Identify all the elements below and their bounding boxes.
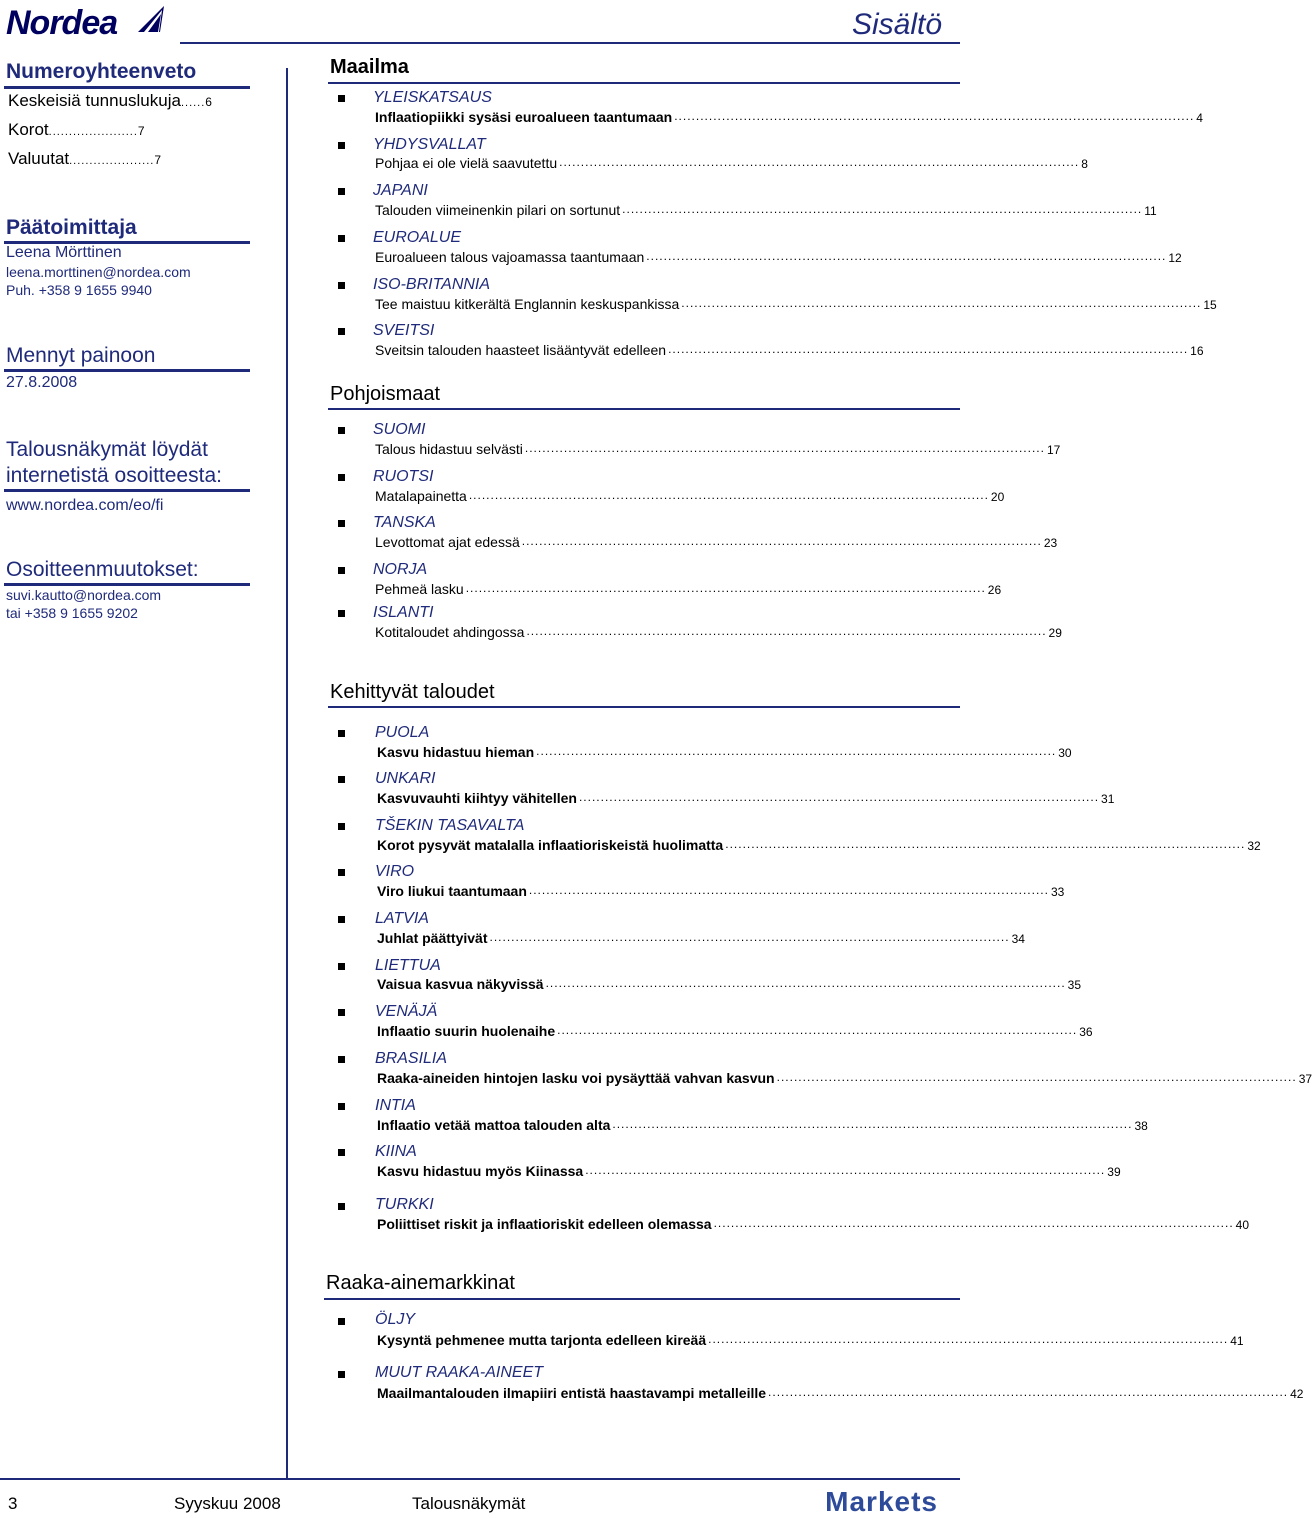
editor-name: Leena Mörttinen: [6, 244, 122, 261]
toc-country: LATVIA: [375, 910, 429, 927]
bullet-icon: [338, 869, 345, 876]
toc-entry-title: Talouden viimeinenkin pilari on sortunut: [375, 202, 621, 218]
toc-country: SVEITSI: [373, 322, 435, 339]
toc-country: INTIA: [375, 1097, 416, 1114]
toc-country: ÖLJY: [375, 1311, 416, 1328]
summary-item-label: Keskeisiä tunnuslukuja: [8, 91, 181, 110]
toc-entry-title: Matalapainetta: [375, 488, 467, 504]
bullet-icon: [338, 1318, 345, 1325]
toc-entry[interactable]: Pehmeä lasku ........................................................................................................................ 26: [375, 581, 1002, 597]
web-title-line2: internetistä osoitteesta:: [6, 464, 222, 487]
toc-entry-title: Inflaatiopiikki sysäsi euroalueen taantumaan: [375, 109, 673, 125]
bullet-icon: [338, 282, 345, 289]
toc-country: MUUT RAAKA-AINEET: [375, 1364, 544, 1381]
web-url[interactable]: www.nordea.com/eo/fi: [6, 497, 164, 514]
page-number: 3: [8, 1494, 18, 1513]
bullet-icon: [338, 730, 345, 737]
toc-country: RUOTSI: [373, 468, 434, 485]
toc-entry-page: 23: [1043, 536, 1058, 550]
toc-entry[interactable]: Raaka-aineiden hintojen lasku voi pysäyttää vahvan kasvun ........................................................................................................................ 37: [377, 1070, 1312, 1086]
toc-entry-title: Euroalueen talous vajoamassa taantumaan: [375, 249, 645, 265]
nordea-logo-text: Nordea: [6, 4, 118, 42]
summary-rule: [4, 86, 250, 89]
toc-entry-title: Raaka-aineiden hintojen lasku voi pysäyttää vahvan kasvun: [377, 1070, 775, 1086]
bullet-icon: [338, 142, 345, 149]
section-title-pohjoismaat: Pohjoismaat: [330, 383, 441, 405]
toc-entry-page: 37: [1298, 1072, 1312, 1086]
footer-rule: [0, 1478, 960, 1480]
toc-entry-page: 15: [1203, 298, 1217, 312]
page-title: Sisältö: [851, 8, 942, 41]
summary-item-page: 6: [205, 95, 212, 109]
toc-entry-page: 42: [1290, 1387, 1304, 1401]
print-title: Mennyt painoon: [6, 344, 156, 367]
toc-country: LIETTUA: [375, 957, 441, 974]
summary-item[interactable]: [8, 120, 145, 140]
toc-entry-title: Kysyntä pehmenee mutta tarjonta edelleen kireää: [377, 1332, 707, 1348]
toc-entry-title: Inflaatio suurin huolenaihe: [377, 1023, 556, 1039]
bullet-icon: [338, 520, 345, 527]
markets-logo: Markets: [825, 1486, 938, 1517]
toc-country: UNKARI: [375, 770, 436, 787]
toc-entry[interactable]: Pohjaa ei ole vielä saavutettu ........................................................................................................................ 8: [375, 155, 1088, 171]
toc-entry-title: Inflaatio vetää mattoa talouden alta: [377, 1117, 611, 1133]
toc-entry-page: 17: [1046, 443, 1061, 457]
summary-item-dots: ......................: [48, 126, 138, 138]
bullet-icon: [338, 567, 345, 574]
bullet-icon: [338, 776, 345, 783]
bullet-icon: [338, 916, 345, 923]
bullet-icon: [338, 1103, 345, 1110]
toc-entry-page: 31: [1101, 792, 1115, 806]
toc-country: PUOLA: [375, 724, 430, 741]
toc-entry-page: 30: [1058, 746, 1072, 760]
toc-entry[interactable]: Kasvu hidastuu myös Kiinassa ........................................................................................................................ 39: [377, 1163, 1121, 1179]
summary-item-page: 7: [154, 153, 161, 167]
toc-entry-title: Poliittiset riskit ja inflaatioriskit edelleen olemassa: [377, 1216, 712, 1232]
section-rule: [328, 408, 960, 410]
toc-entry-title: Kasvu hidastuu hieman: [377, 744, 535, 760]
address-phone: tai +358 9 1655 9202: [6, 605, 138, 621]
sail-icon: [134, 2, 168, 36]
summary-item-label: Valuutat: [8, 149, 70, 168]
toc-entry-page: 20: [990, 490, 1005, 504]
toc-entry[interactable]: Talous hidastuu selvästi ........................................................................................................................ 17: [375, 441, 1061, 457]
toc-entry[interactable]: Matalapainetta ........................................................................................................................ 20: [375, 488, 1005, 504]
web-rule: [4, 489, 250, 492]
toc-entry-page: 40: [1235, 1218, 1250, 1232]
toc-entry[interactable]: Kasvu hidastuu hieman ........................................................................................................................ 30: [377, 744, 1072, 760]
toc-entry-title: Kasvuvauhti kiihtyy vähitellen: [377, 790, 577, 806]
toc-entry[interactable]: Levottomat ajat edessä ........................................................................................................................ 23: [375, 534, 1058, 550]
bullet-icon: [338, 963, 345, 970]
toc-entry-title: Korot pysyvät matalalla inflaatioriskeistä huolimatta: [377, 837, 724, 853]
toc-entry[interactable]: Inflaatio vetää mattoa talouden alta ........................................................................................................................ 38: [377, 1117, 1148, 1133]
toc-country: TANSKA: [373, 514, 436, 531]
toc-entry-page: 41: [1230, 1334, 1244, 1348]
toc-entry-title: Sveitsin talouden haasteet lisääntyvät edelleen: [375, 342, 667, 358]
toc-country: SUOMI: [373, 421, 426, 438]
toc-country: ISO-BRITANNIA: [373, 276, 491, 293]
bullet-icon: [338, 610, 345, 617]
address-title: Osoitteenmuutokset:: [6, 558, 199, 581]
toc-entry-page: 29: [1048, 626, 1062, 640]
toc-entry-title: Kasvu hidastuu myös Kiinassa: [377, 1163, 584, 1179]
toc-entry[interactable]: Viro liukui taantumaan ........................................................................................................................ 33: [377, 883, 1065, 899]
toc-entry-page: 4: [1196, 111, 1203, 125]
toc-entry[interactable]: Euroalueen talous vajoamassa taantumaan ........................................................................................................................ 12: [375, 249, 1182, 265]
toc-entry-title: Pehmeä lasku: [375, 581, 464, 597]
toc-entry[interactable]: Maailmantalouden ilmapiiri entistä haastavampi metalleille ........................................................................................................................ 42: [377, 1385, 1304, 1401]
toc-entry[interactable]: Tee maistuu kitkerältä Englannin keskuspankissa ........................................................................................................................ 15: [375, 296, 1217, 312]
toc-entry[interactable]: Inflaatio suurin huolenaihe ........................................................................................................................ 36: [377, 1023, 1093, 1039]
toc-entry-title: Levottomat ajat edessä: [375, 534, 520, 550]
address-rule: [4, 583, 250, 586]
toc-entry[interactable]: Sveitsin talouden haasteet lisääntyvät edelleen ........................................................................................................................ 16: [375, 342, 1204, 358]
toc-country: TŠEKIN TASAVALTA: [375, 817, 525, 834]
bullet-icon: [338, 1149, 345, 1156]
bullet-icon: [338, 188, 345, 195]
editor-phone: Puh. +358 9 1655 9940: [6, 282, 152, 298]
toc-entry-title: Vaisua kasvua näkyvissä: [377, 976, 544, 992]
column-divider: [286, 68, 288, 1478]
bullet-icon: [338, 328, 345, 335]
toc-entry-page: 8: [1081, 157, 1088, 171]
toc-country: TURKKI: [375, 1196, 434, 1213]
toc-country: JAPANI: [373, 182, 428, 199]
toc-entry-page: 12: [1168, 251, 1182, 265]
bullet-icon: [338, 95, 345, 102]
section-title-raaka: Raaka-ainemarkkinat: [326, 1272, 515, 1294]
toc-entry[interactable]: Kotitaloudet ahdingossa ........................................................................................................................ 29: [375, 624, 1062, 640]
toc-country: EUROALUE: [373, 229, 462, 246]
bullet-icon: [338, 1056, 345, 1063]
nordea-logo: [6, 2, 166, 42]
toc-country: KIINA: [375, 1143, 417, 1160]
footer-publication: Talousnäkymät: [412, 1494, 526, 1513]
bullet-icon: [338, 235, 345, 242]
toc-entry-title: Talous hidastuu selvästi: [375, 441, 523, 457]
toc-entry-title: Kotitaloudet ahdingossa: [375, 624, 525, 640]
summary-item[interactable]: [8, 149, 161, 169]
toc-entry-title: Viro liukui taantumaan: [377, 883, 527, 899]
toc-entry-page: 36: [1079, 1025, 1093, 1039]
print-rule: [4, 369, 250, 372]
toc-entry-title: Pohjaa ei ole vielä saavutettu: [375, 155, 558, 171]
toc-country: YHDYSVALLAT: [373, 136, 486, 153]
toc-entry-page: 39: [1107, 1165, 1121, 1179]
editor-email[interactable]: leena.morttinen@nordea.com: [6, 264, 191, 280]
section-rule: [328, 82, 960, 84]
toc-entry-title: Maailmantalouden ilmapiiri entistä haastavampi metalleille: [377, 1385, 767, 1401]
toc-entry-page: 38: [1134, 1119, 1148, 1133]
summary-item[interactable]: [8, 91, 212, 111]
editor-title: Päätoimittaja: [6, 216, 137, 239]
bullet-icon: [338, 1371, 345, 1378]
section-title-maailma: Maailma: [330, 56, 409, 78]
print-date: 27.8.2008: [6, 374, 78, 391]
toc-entry-page: 34: [1011, 932, 1025, 946]
toc-entry[interactable]: Talouden viimeinenkin pilari on sortunut ........................................................................................................................ 11: [375, 202, 1157, 218]
bullet-icon: [338, 1203, 345, 1210]
toc-entry[interactable]: Kasvuvauhti kiihtyy vähitellen ........................................................................................................................ 31: [377, 790, 1115, 806]
toc-entry-page: 35: [1067, 978, 1082, 992]
bullet-icon: [338, 474, 345, 481]
toc-entry-page: 11: [1144, 204, 1157, 218]
section-rule: [328, 706, 960, 708]
web-title-line1: Talousnäkymät löydät: [6, 438, 208, 461]
toc-entry-page: 33: [1050, 885, 1065, 899]
toc-country: VENÄJÄ: [375, 1003, 438, 1020]
toc-entry[interactable]: Poliittiset riskit ja inflaatioriskit edelleen olemassa ........................................................................................................................ 40: [377, 1216, 1250, 1232]
toc-entry-page: 32: [1247, 839, 1261, 853]
toc-entry-page: 16: [1190, 344, 1204, 358]
address-email[interactable]: suvi.kautto@nordea.com: [6, 587, 162, 603]
bullet-icon: [338, 427, 345, 434]
toc-entry[interactable]: Kysyntä pehmenee mutta tarjonta edelleen kireää ........................................................................................................................ 41: [377, 1332, 1244, 1348]
summary-item-dots: ......: [180, 97, 206, 109]
toc-country: VIRO: [375, 863, 415, 880]
header-rule: [180, 42, 960, 44]
toc-entry[interactable]: Juhlat päättyivät ........................................................................................................................ 34: [377, 930, 1025, 946]
toc-entry[interactable]: Vaisua kasvua näkyvissä ........................................................................................................................ 35: [377, 976, 1082, 992]
summary-item-dots: .....................: [69, 155, 155, 167]
toc-entry-title: Juhlat päättyivät: [377, 930, 488, 946]
summary-title: Numeroyhteenveto: [6, 60, 197, 83]
toc-country: YLEISKATSAUS: [373, 89, 492, 106]
toc-entry-page: 26: [987, 583, 1002, 597]
bullet-icon: [338, 1009, 345, 1016]
section-rule: [324, 1298, 960, 1300]
toc-country: BRASILIA: [375, 1050, 448, 1067]
summary-item-page: 7: [137, 124, 145, 138]
summary-item-label: Korot: [8, 120, 49, 139]
toc-country: ISLANTI: [373, 604, 434, 621]
toc-entry[interactable]: Korot pysyvät matalalla inflaatioriskeistä huolimatta ........................................................................................................................ 32: [377, 837, 1261, 853]
section-title-kehittyvat: Kehittyvät taloudet: [330, 681, 495, 703]
bullet-icon: [338, 823, 345, 830]
toc-entry-title: Tee maistuu kitkerältä Englannin keskuspankissa: [375, 296, 680, 312]
toc-entry[interactable]: Inflaatiopiikki sysäsi euroalueen taantumaan ........................................................................................................................ 4: [375, 109, 1203, 125]
footer-date: Syyskuu 2008: [174, 1494, 281, 1513]
toc-country: NORJA: [373, 561, 428, 578]
